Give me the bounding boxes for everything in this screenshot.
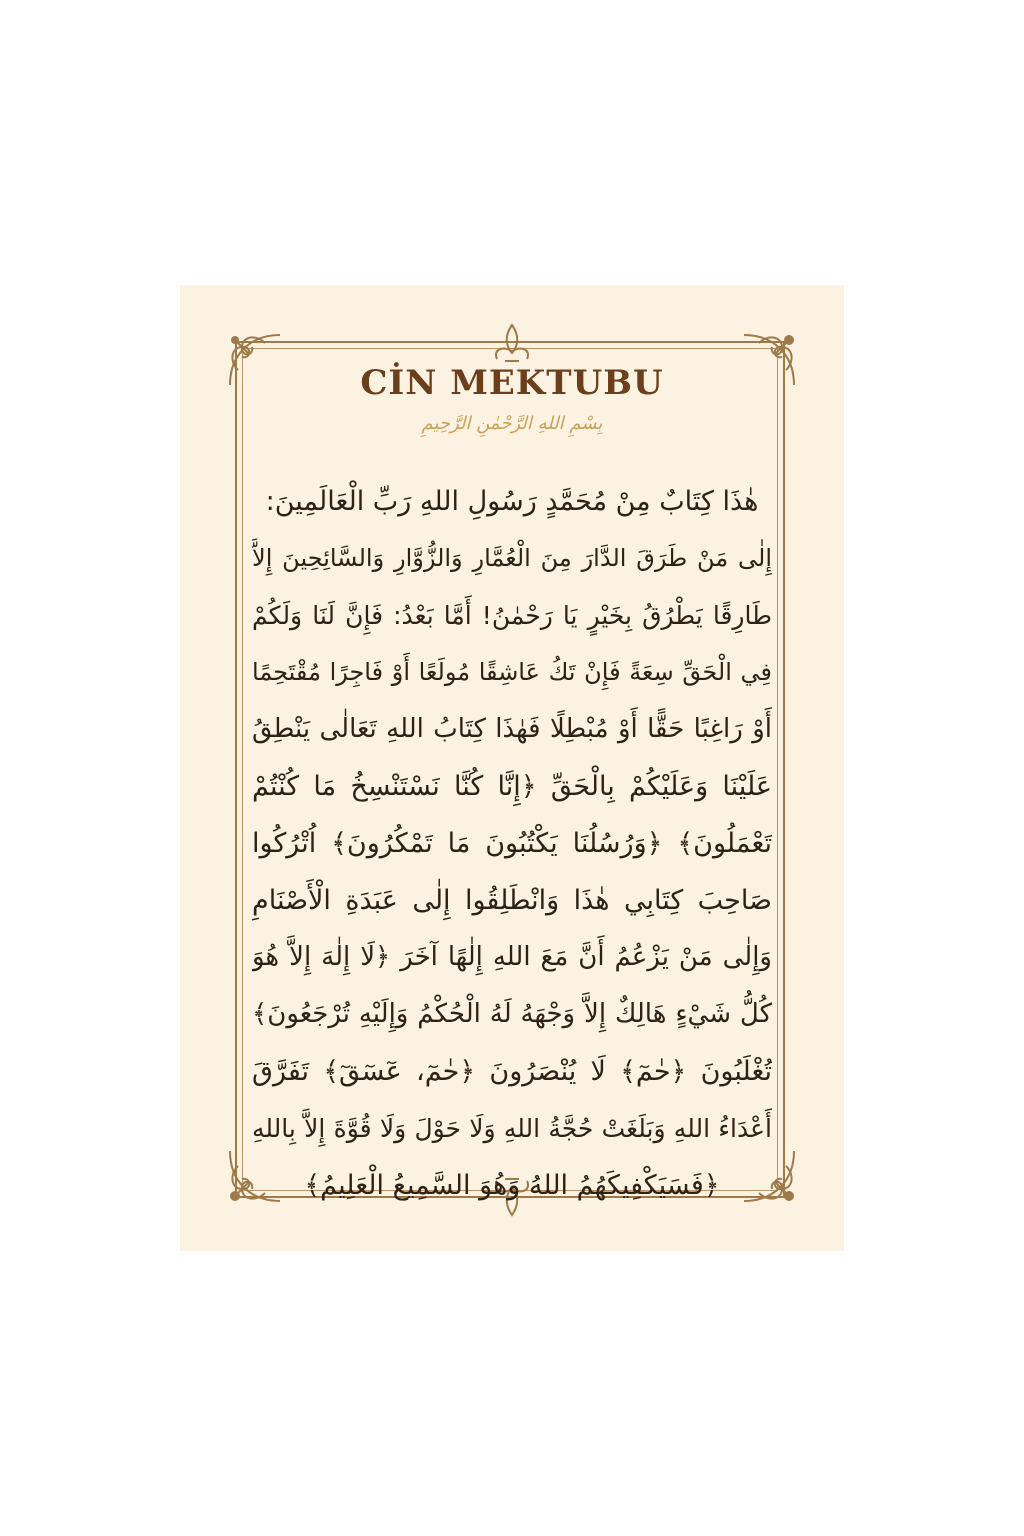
letter-body <box>252 473 772 1214</box>
letter-line: فِي الْحَقِّ سِعَةً فَإِنْ تَكُ عَاشِقًا مُولَعًا أَوْ فَاجِرًا مُقْتَحِمًا <box>252 658 772 686</box>
basmala-calligraphy: بِسْمِ اللهِ الرَّحْمٰنِ الرَّحِيمِ <box>421 413 603 434</box>
letter-line: هٰذَا كِتَابٌ مِنْ مُحَمَّدٍ رَسُولِ اللهِ رَبِّ الْعَالَمِينَ: <box>265 486 759 517</box>
letter-line: كُلُّ شَيْءٍ هَالِكٌ إِلاَّ وَجْهَهُ لَهُ الْحُكْمُ وَإِلَيْهِ تُرْجَعُونَ﴾ <box>252 999 772 1029</box>
top-center-ornament-icon <box>487 321 537 367</box>
page-title: CİN MEKTUBU <box>360 363 664 403</box>
letter-line: طَارِقًا يَطْرُقُ بِخَيْرٍ يَا رَحْمٰنُ! أَمَّا بَعْدُ: فَإِنَّ لَنَا وَلَكُمْ <box>252 601 772 630</box>
letter-line: عَلَيْنَا وَعَلَيْكُمْ بِالْحَقِّ ﴿إِنَّا كُنَّا نَسْتَنْسِخُ مَا كُنْتُمْ <box>252 771 772 802</box>
letter-line: إِلٰى مَنْ طَرَقَ الدَّارَ مِنَ الْعُمَّارِ وَالزُّوَّارِ وَالسَّائِحِينَ إِلاَّ <box>252 544 772 572</box>
letter-line: وَإِلٰى مَنْ يَزْعُمُ أَنَّ مَعَ اللهِ إِلٰهًا آخَرَ ﴿لَا إِلٰهَ إِلاَّ هُوَ <box>252 942 772 972</box>
letter-line: أَعْدَاءُ اللهِ وَبَلَغَتْ حُجَّةُ اللهِ وَلَا حَوْلَ وَلَا قُوَّةَ إِلاَّ بِاللهِ <box>252 1114 772 1143</box>
letter-line: تُغْلَبُونَ ﴿حٰمٓ﴾ لَا يُنْصَرُونَ ﴿حٰمٓ، عٓسٓقٓ﴾ تَفَرَّقَ <box>252 1056 772 1087</box>
letter-line: أَوْ رَاغِبًا حَقًّا أَوْ مُبْطِلًا فَهٰذَا كِتَابُ اللهِ تَعَالٰى يَنْطِقُ <box>252 714 772 744</box>
letter-card <box>180 285 844 1251</box>
letter-line: صَاحِبَ كِتَابِي هٰذَا وَانْطَلِقُوا إِلٰى عَبَدَةِ الْأَصْنَامِ <box>252 885 772 916</box>
letter-line: ﴿فَسَيَكْفِيكَهُمُ اللهُ وَهُوَ السَّمِيعُ الْعَلِيمُ﴾ <box>304 1170 720 1201</box>
letter-line: تَعْمَلُونَ﴾ ﴿وَرُسُلُنَا يَكْتُبُونَ مَا تَمْكُرُونَ﴾ اُتْرُكُوا <box>252 828 772 859</box>
